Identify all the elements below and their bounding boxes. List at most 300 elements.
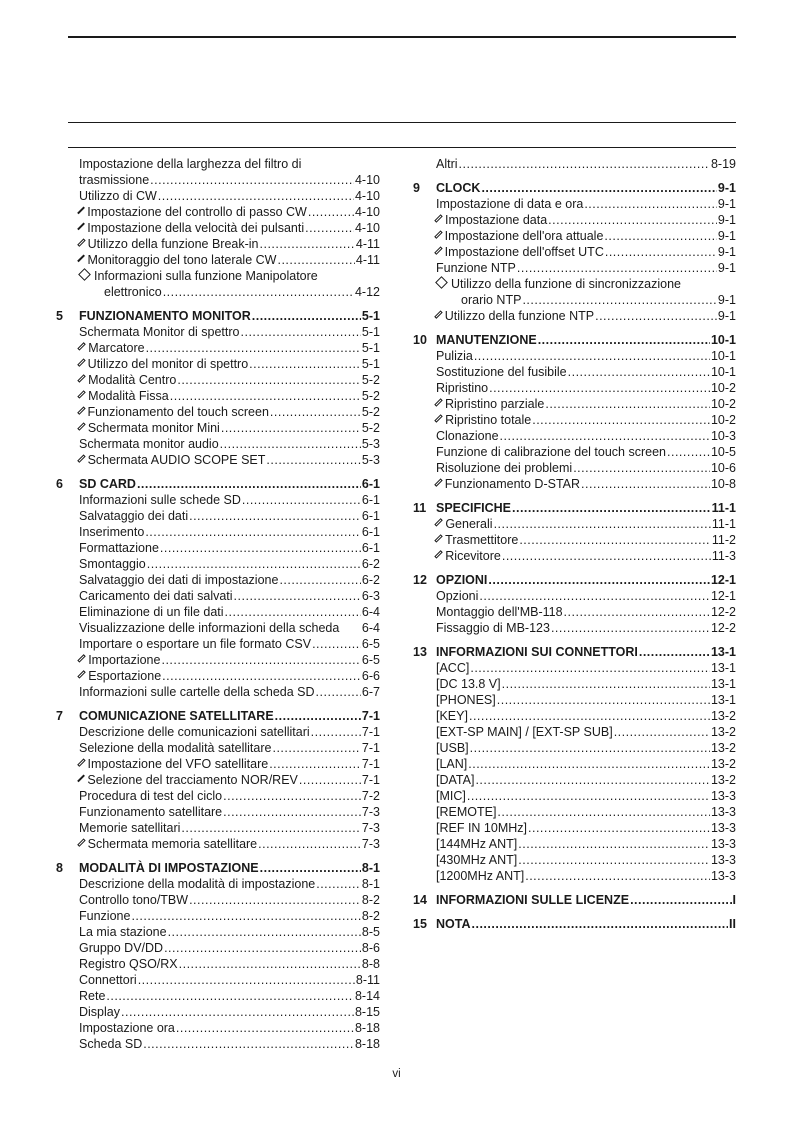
entry-page-number: 13-1	[710, 693, 736, 707]
diamond-bullet-icon	[434, 478, 442, 486]
toc-entry[interactable]	[56, 284, 380, 300]
entry-title: Modalità Fissa	[88, 389, 169, 403]
entry-title: Informazioni sulla funzione Manipolatore	[94, 269, 318, 283]
entry-page-number: 12-1	[710, 573, 736, 587]
toc-entry[interactable]	[56, 420, 380, 436]
entry-page-number: 8-6	[361, 941, 380, 955]
section-gap	[413, 172, 736, 180]
toc-entry[interactable]	[413, 476, 736, 492]
dot-leader	[158, 188, 354, 204]
entry-page-number: 6-3	[361, 589, 380, 603]
toc-entry[interactable]	[56, 436, 380, 452]
toc-entry[interactable]	[413, 820, 736, 836]
dot-leader	[459, 156, 710, 172]
entry-title: Utilizzo del monitor di spettro	[87, 357, 249, 371]
toc-entry[interactable]	[413, 724, 736, 740]
entry-title: MANUTENZIONE	[436, 333, 537, 347]
diamond-bullet-icon	[77, 207, 85, 215]
entry-page-number: 13-1	[710, 645, 736, 659]
dot-leader	[475, 772, 710, 788]
section-gap	[413, 636, 736, 644]
entry-page-number: 7-1	[361, 757, 380, 771]
entry-page-number: 6-2	[361, 557, 380, 571]
toc-entry[interactable]	[413, 412, 736, 428]
toc-entry[interactable]	[56, 668, 380, 684]
entry-title: Importare o esportare un file formato CSV	[79, 637, 312, 651]
dot-leader	[170, 388, 361, 404]
entry-page-number: 8-15	[354, 1005, 380, 1019]
section-number: 14	[413, 893, 427, 907]
toc-entry[interactable]	[56, 556, 380, 572]
dot-leader	[518, 852, 710, 868]
toc-entry[interactable]	[56, 924, 380, 940]
toc-entry[interactable]	[56, 404, 380, 420]
header-rule-middle	[68, 122, 736, 123]
entry-page-number: 11-2	[711, 533, 736, 547]
entry-title: [KEY]	[436, 709, 468, 723]
entry-title: Schermata memoria satellitare	[87, 837, 258, 851]
dot-leader	[138, 972, 355, 988]
dot-leader	[316, 876, 361, 892]
entry-page-number: 8-14	[354, 989, 380, 1003]
toc-entry[interactable]	[56, 836, 380, 852]
entry-title: Funzione NTP	[436, 261, 516, 275]
entry-page-number: 5-1	[361, 325, 380, 339]
dot-leader	[312, 636, 361, 652]
dot-leader	[266, 452, 361, 468]
dot-leader	[269, 756, 361, 772]
dot-leader	[667, 444, 710, 460]
diamond-bullet-icon	[77, 838, 85, 846]
section-gap	[56, 468, 380, 476]
toc-entry[interactable]	[56, 572, 380, 588]
entry-title: [REF IN 10MHz]	[436, 821, 527, 835]
toc-entry[interactable]	[56, 724, 380, 740]
dot-leader	[469, 708, 710, 724]
toc-entry[interactable]	[413, 156, 736, 172]
diamond-bullet-icon	[434, 518, 443, 527]
dot-leader	[299, 772, 361, 788]
dot-leader	[519, 532, 711, 548]
toc-entry[interactable]	[413, 836, 736, 852]
entry-page-number: 7-3	[361, 805, 380, 819]
toc-entry[interactable]	[56, 940, 380, 956]
toc-entry[interactable]	[413, 428, 736, 444]
entry-title: Registro QSO/RX	[79, 957, 178, 971]
toc-entry[interactable]	[56, 588, 380, 604]
dot-leader	[189, 892, 361, 908]
entry-title: CLOCK	[436, 181, 481, 195]
entry-page-number: 6-5	[361, 637, 380, 651]
dot-leader	[145, 524, 361, 540]
toc-entry[interactable]	[413, 196, 736, 212]
toc-entry[interactable]	[56, 956, 380, 972]
entry-page-number: 4-10	[354, 221, 380, 235]
toc-entry[interactable]	[56, 756, 380, 772]
toc-entry[interactable]	[56, 892, 380, 908]
entry-page-number: 10-2	[710, 413, 736, 427]
entry-title: Impostazione dell'ora attuale	[444, 229, 604, 243]
toc-entry	[56, 268, 380, 284]
toc-entry[interactable]	[56, 636, 380, 652]
entry-title: Sostituzione del fusibile	[436, 365, 567, 379]
entry-title: INFORMAZIONI SULLE LICENZE	[436, 893, 630, 907]
entry-title: [EXT-SP MAIN] / [EXT-SP SUB]	[436, 725, 613, 739]
toc-entry[interactable]	[56, 340, 380, 356]
entry-page-number: 6-6	[361, 669, 380, 683]
toc-entry[interactable]	[56, 172, 380, 188]
entry-page-number: 11-1	[711, 517, 736, 531]
entry-page-number: 6-1	[361, 509, 380, 523]
toc-entry[interactable]	[56, 972, 380, 988]
toc-entry[interactable]	[56, 1004, 380, 1020]
toc-section-heading[interactable]	[413, 916, 736, 932]
toc-section-heading[interactable]	[413, 500, 736, 516]
toc-entry[interactable]	[413, 676, 736, 692]
entry-title: [1200MHz ANT]	[436, 869, 525, 883]
toc-section-heading[interactable]	[413, 332, 736, 348]
section-number: 10	[413, 333, 427, 347]
entry-title: Trasmettitore	[445, 533, 519, 547]
toc-entry[interactable]	[56, 804, 380, 820]
entry-title: Ricevitore	[445, 549, 501, 563]
section-gap	[413, 908, 736, 916]
dot-leader	[494, 516, 711, 532]
diamond-bullet-icon	[77, 342, 86, 351]
entry-page-number: 7-1	[361, 741, 380, 755]
dot-leader	[272, 740, 360, 756]
dot-leader	[605, 244, 717, 260]
entry-page-number: 13-3	[710, 837, 736, 851]
diamond-bullet-icon	[434, 414, 443, 423]
toc-entry[interactable]	[413, 364, 736, 380]
toc-section-heading[interactable]	[413, 644, 736, 660]
entry-title: Fissaggio di MB-123	[436, 621, 550, 635]
diamond-bullet-icon	[78, 268, 91, 281]
entry-title: Impostazione dell'offset UTC	[444, 245, 604, 259]
entry-page-number: 13-3	[710, 789, 736, 803]
toc-entry[interactable]	[56, 772, 380, 788]
entry-page-number: 9-1	[717, 229, 736, 243]
dot-leader	[316, 684, 361, 700]
page-number: vi	[392, 1068, 401, 1080]
toc-entry[interactable]	[413, 532, 736, 548]
entry-title: Generali	[445, 517, 493, 531]
dot-leader	[241, 324, 361, 340]
toc-entry[interactable]	[56, 252, 380, 268]
dot-leader	[481, 180, 716, 196]
entry-title: FUNZIONAMENTO MONITOR	[79, 309, 251, 323]
dot-leader	[584, 196, 717, 212]
entry-title: [144MHz ANT]	[436, 837, 518, 851]
entry-page-number: 6-1	[361, 525, 380, 539]
toc-section-heading[interactable]	[413, 572, 736, 588]
diamond-bullet-icon	[435, 276, 448, 289]
dot-leader	[161, 652, 360, 668]
entry-page-number: 4-10	[354, 205, 380, 219]
entry-title: Monitoraggio del tono laterale CW	[87, 253, 277, 267]
toc-entry[interactable]	[413, 308, 736, 324]
toc-entry[interactable]	[56, 1020, 380, 1036]
dot-leader	[551, 620, 710, 636]
dot-leader	[242, 492, 361, 508]
section-gap	[413, 564, 736, 572]
entry-title: Risoluzione dei problemi	[436, 461, 573, 475]
toc-entry[interactable]	[56, 492, 380, 508]
entry-page-number: 8-19	[710, 157, 736, 171]
diamond-bullet-icon	[434, 230, 442, 238]
dot-leader	[604, 228, 717, 244]
toc-right-column	[413, 156, 736, 932]
entry-title: Utilizzo della funzione Break-in	[87, 237, 259, 251]
entry-title: [PHONES]	[436, 693, 496, 707]
entry-page-number: 8-1	[361, 877, 380, 891]
diamond-bullet-icon	[77, 238, 85, 246]
entry-title: Eliminazione di un file dati	[79, 605, 224, 619]
header-rule-bottom	[68, 147, 736, 148]
entry-title: Descrizione delle comunicazioni satellitari	[79, 725, 310, 739]
entry-title: Marcatore	[88, 341, 145, 355]
toc-entry[interactable]	[413, 620, 736, 636]
entry-title: Informazioni sulle schede SD	[79, 493, 241, 507]
toc-entry[interactable]	[56, 324, 380, 340]
entry-title: Funzione di calibrazione del touch screen	[436, 445, 666, 459]
section-gap	[56, 300, 380, 308]
dot-leader	[106, 988, 354, 1004]
entry-page-number: 13-2	[710, 757, 736, 771]
entry-title: Montaggio dell'MB-118	[436, 605, 563, 619]
entry-title: Impostazione data	[445, 213, 548, 227]
section-number: 9	[413, 181, 420, 195]
entry-title: Funzionamento satellitare	[79, 805, 223, 819]
toc-entry[interactable]	[413, 292, 736, 308]
entry-title: Impostazione del controllo di passo CW	[87, 205, 307, 219]
dot-leader	[121, 1004, 354, 1020]
entry-page-number: 6-4	[361, 605, 380, 619]
entry-page-number: 10-3	[710, 429, 736, 443]
entry-title: elettronico	[104, 285, 162, 299]
entry-title: Importazione	[88, 653, 161, 667]
entry-page-number: 7-1	[361, 725, 380, 739]
toc-entry[interactable]	[413, 348, 736, 364]
toc-entry[interactable]	[413, 604, 736, 620]
toc-entry[interactable]	[56, 876, 380, 892]
dot-leader	[221, 420, 361, 436]
entry-page-number: 5-2	[361, 389, 380, 403]
toc-entry[interactable]	[413, 756, 736, 772]
dot-leader	[472, 916, 729, 932]
entry-page-number: 9-1	[717, 309, 736, 323]
toc-entry[interactable]	[56, 236, 380, 252]
entry-page-number: 7-3	[361, 821, 380, 835]
entry-page-number: 10-2	[710, 397, 736, 411]
toc-entry[interactable]	[56, 652, 380, 668]
section-gap	[413, 492, 736, 500]
toc-entry[interactable]	[56, 188, 380, 204]
toc-entry[interactable]	[413, 708, 736, 724]
entry-title: Scheda SD	[79, 1037, 143, 1051]
toc-entry[interactable]	[56, 604, 380, 620]
section-gap	[413, 324, 736, 332]
entry-page-number: 7-3	[361, 837, 380, 851]
toc-entry[interactable]	[56, 620, 380, 636]
entry-page-number: 13-1	[710, 661, 736, 675]
toc-entry[interactable]	[413, 804, 736, 820]
section-number: 13	[413, 645, 427, 659]
entry-page-number: 13-3	[710, 853, 736, 867]
toc-entry[interactable]	[413, 380, 736, 396]
entry-title: Selezione del tracciamento NOR/REV	[87, 773, 298, 787]
toc-entry[interactable]	[413, 244, 736, 260]
toc-entry[interactable]	[413, 740, 736, 756]
dot-leader	[525, 868, 710, 884]
toc-entry[interactable]	[56, 388, 380, 404]
dot-leader	[163, 284, 354, 300]
diamond-bullet-icon	[77, 758, 85, 766]
dot-leader	[220, 436, 361, 452]
entry-page-number: 6-1	[361, 477, 380, 491]
dot-leader	[223, 804, 361, 820]
entry-title: Schermata AUDIO SCOPE SET	[87, 453, 266, 467]
dot-leader	[532, 412, 710, 428]
entry-title: [REMOTE]	[436, 805, 497, 819]
entry-page-number: 8-18	[354, 1021, 380, 1035]
toc-entry[interactable]	[413, 788, 736, 804]
section-number: 7	[56, 709, 63, 723]
dot-leader	[176, 1020, 354, 1036]
toc-entry[interactable]	[56, 1036, 380, 1052]
toc-entry[interactable]	[413, 548, 736, 564]
entry-page-number: 13-3	[710, 869, 736, 883]
toc-section-heading[interactable]	[56, 860, 380, 876]
entry-page-number: 8-8	[361, 957, 380, 971]
dot-leader	[181, 820, 361, 836]
toc-entry[interactable]	[413, 588, 736, 604]
entry-page-number: 6-1	[361, 493, 380, 507]
toc-entry[interactable]	[56, 540, 380, 556]
diamond-bullet-icon	[77, 374, 86, 383]
entry-title: Rete	[79, 989, 106, 1003]
dot-leader	[470, 660, 710, 676]
entry-title: Funzionamento del touch screen	[87, 405, 269, 419]
entry-page-number: I	[732, 893, 736, 907]
entry-title: Display	[79, 1005, 120, 1019]
dot-leader	[275, 708, 361, 724]
toc-entry[interactable]	[413, 692, 736, 708]
toc-section-heading[interactable]	[413, 180, 736, 196]
toc-entry[interactable]	[56, 684, 380, 700]
entry-page-number: 9-1	[717, 261, 736, 275]
header-rule-top	[68, 36, 736, 38]
toc-entry[interactable]	[413, 460, 736, 476]
entry-page-number: 10-2	[710, 381, 736, 395]
entry-page-number: 13-3	[710, 805, 736, 819]
toc-entry[interactable]	[413, 660, 736, 676]
toc-section-heading[interactable]	[56, 708, 380, 724]
entry-page-number: 4-11	[355, 253, 380, 267]
entry-title: SPECIFICHE	[436, 501, 512, 515]
dot-leader	[474, 348, 710, 364]
entry-title: La mia stazione	[79, 925, 167, 939]
toc-entry[interactable]	[56, 372, 380, 388]
toc-entry[interactable]	[413, 212, 736, 228]
entry-page-number: II	[729, 917, 736, 931]
toc-entry[interactable]	[56, 508, 380, 524]
toc-entry[interactable]	[413, 260, 736, 276]
diamond-bullet-icon	[77, 654, 86, 663]
toc-entry[interactable]	[56, 220, 380, 236]
toc-entry[interactable]	[56, 788, 380, 804]
entry-title: Impostazione del VFO satellitare	[87, 757, 269, 771]
entry-title: Altri	[436, 157, 458, 171]
dot-leader	[502, 676, 710, 692]
toc-section-heading[interactable]	[56, 476, 380, 492]
toc-entry[interactable]	[56, 908, 380, 924]
toc-entry[interactable]	[56, 820, 380, 836]
toc-entry[interactable]	[413, 868, 736, 884]
entry-title: Utilizzo di CW	[79, 189, 157, 203]
toc-entry[interactable]	[56, 204, 380, 220]
entry-title: Ripristino	[436, 381, 489, 395]
toc-entry[interactable]	[413, 772, 736, 788]
dot-leader	[512, 500, 711, 516]
entry-title: Ripristino totale	[445, 413, 532, 427]
entry-page-number: 13-2	[710, 725, 736, 739]
entry-title: Utilizzo della funzione di sincronizzazione	[451, 277, 681, 291]
entry-page-number: 9-1	[717, 293, 736, 307]
entry-page-number: 9-1	[717, 197, 736, 211]
entry-title: orario NTP	[461, 293, 522, 307]
toc-entry[interactable]	[56, 356, 380, 372]
toc-entry	[56, 156, 380, 172]
dot-leader	[470, 740, 710, 756]
entry-title: Visualizzazione delle informazioni della scheda	[79, 621, 340, 635]
toc-section-heading[interactable]	[413, 892, 736, 908]
dot-leader	[308, 204, 354, 220]
dot-leader	[305, 220, 354, 236]
toc-entry[interactable]	[56, 740, 380, 756]
toc-entry[interactable]	[413, 852, 736, 868]
dot-leader	[595, 308, 717, 324]
toc-entry[interactable]	[413, 516, 736, 532]
toc-section-heading[interactable]	[56, 308, 380, 324]
entry-title: Impostazione di data e ora	[436, 197, 584, 211]
entry-title: Caricamento dei dati salvati	[79, 589, 233, 603]
entry-page-number: 10-1	[710, 349, 736, 363]
toc-entry[interactable]	[413, 396, 736, 412]
entry-page-number: 4-11	[355, 237, 380, 251]
toc-entry[interactable]	[56, 988, 380, 1004]
entry-title: [DC 13.8 V]	[436, 677, 501, 691]
toc-entry[interactable]	[56, 452, 380, 468]
entry-page-number: 5-1	[361, 341, 380, 355]
entry-page-number: 6-4	[361, 621, 380, 635]
entry-page-number: 7-1	[361, 709, 380, 723]
dot-leader	[225, 604, 361, 620]
toc-entry[interactable]	[56, 524, 380, 540]
dot-leader	[538, 332, 710, 348]
toc-entry[interactable]	[413, 228, 736, 244]
dot-leader	[522, 292, 716, 308]
entry-page-number: 10-1	[710, 333, 736, 347]
dot-leader	[164, 940, 361, 956]
entry-page-number: 4-10	[354, 173, 380, 187]
toc-entry[interactable]	[413, 444, 736, 460]
dot-leader	[497, 692, 710, 708]
entry-title: Procedura di test del ciclo	[79, 789, 223, 803]
entry-title: Schermata Monitor di spettro	[79, 325, 240, 339]
entry-page-number: 9-1	[717, 245, 736, 259]
